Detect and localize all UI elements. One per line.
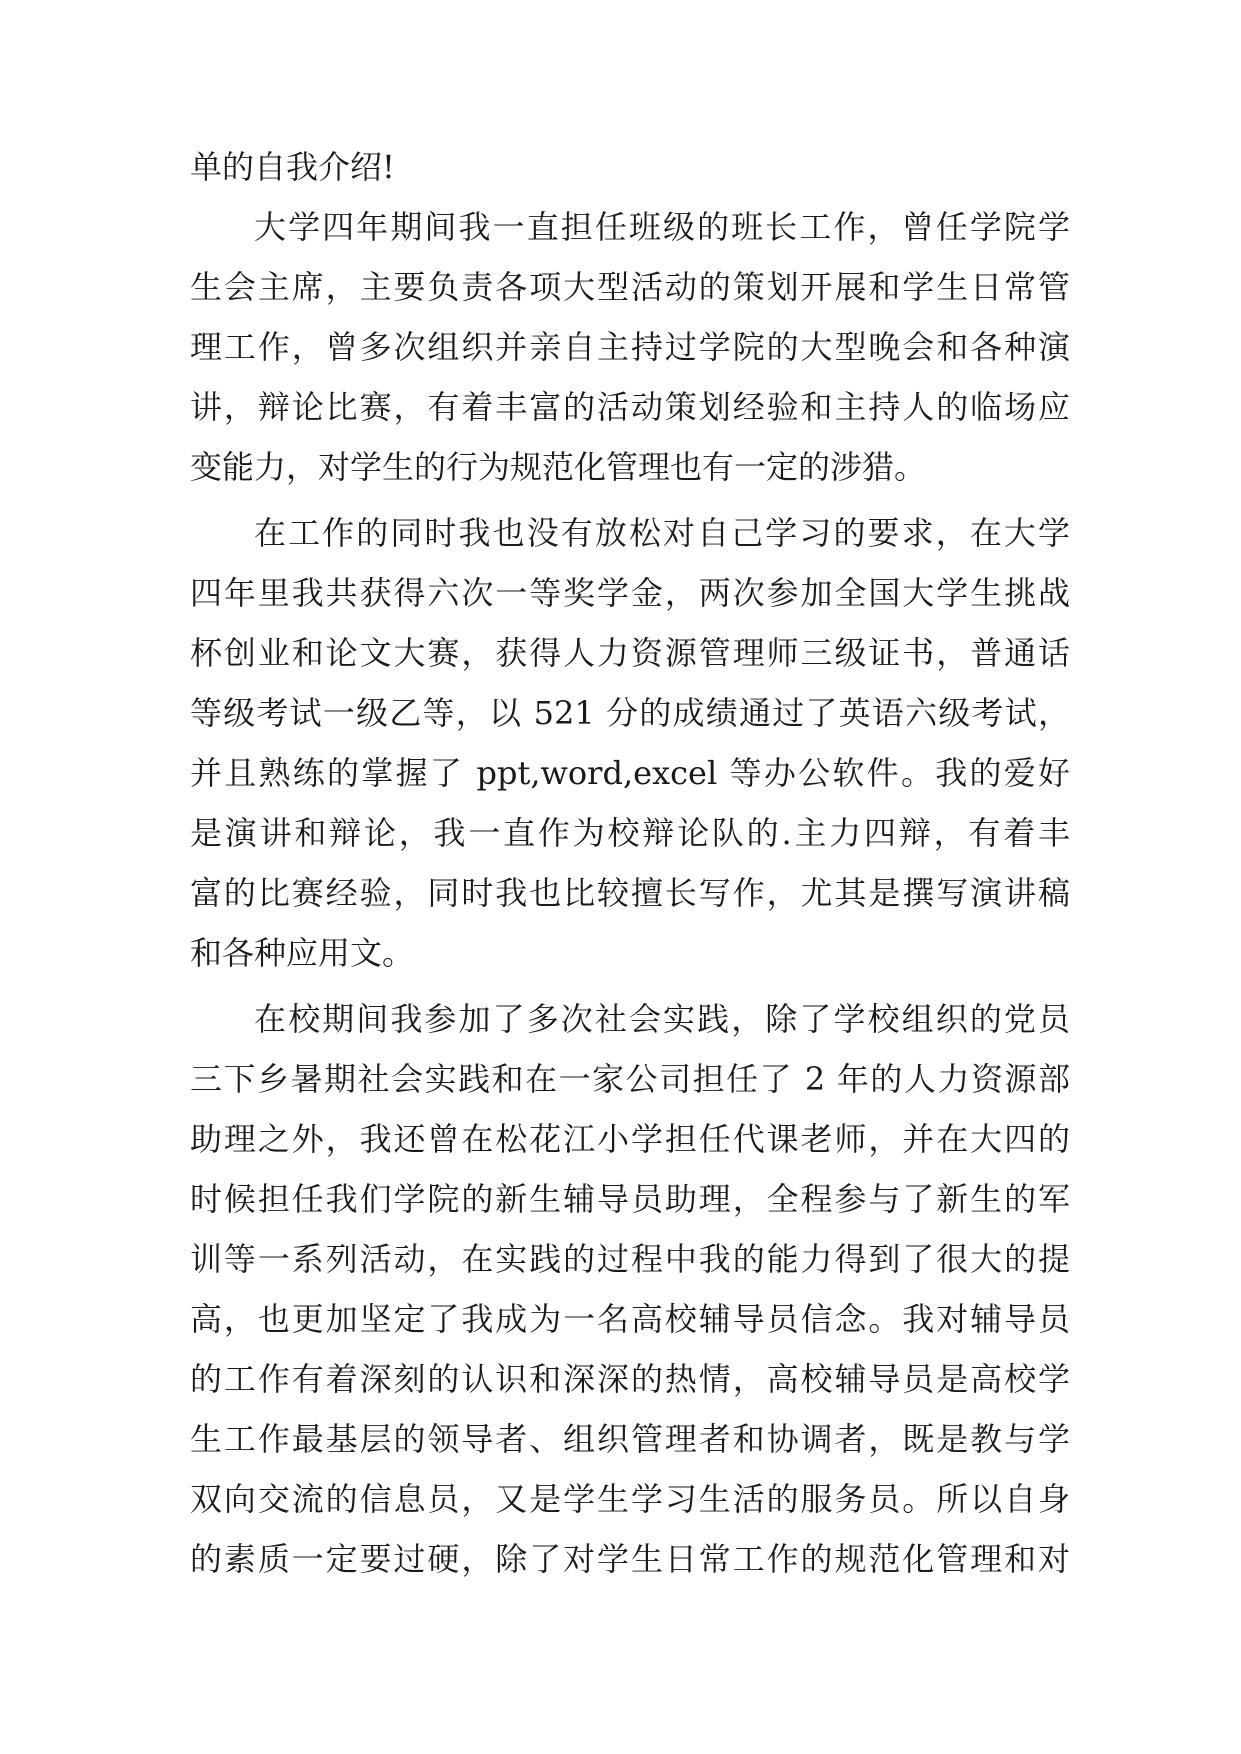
text-line: 生会主席，主要负责各项大型活动的策划开展和学生日常管 bbox=[190, 268, 1070, 306]
text-line: 双向交流的信息员，又是学生学习生活的服务员。所以自身 bbox=[190, 1480, 1070, 1518]
text-line: 在校期间我参加了多次社会实践，除了学校组织的党员 bbox=[254, 1000, 1070, 1038]
text-line: 变能力，对学生的行为规范化管理也有一定的涉猎。 bbox=[190, 448, 927, 486]
text-line: 三下乡暑期社会实践和在一家公司担任了 2 年的人力资源部 bbox=[190, 1060, 1070, 1098]
text-line: 时候担任我们学院的新生辅导员助理，全程参与了新生的军 bbox=[190, 1180, 1070, 1218]
text-line: 训等一系列活动，在实践的过程中我的能力得到了很大的提 bbox=[190, 1240, 1070, 1278]
text-line: 是演讲和辩论，我一直作为校辩论队的.主力四辩，有着丰 bbox=[190, 814, 1070, 852]
text-line: 杯创业和论文大赛，获得人力资源管理师三级证书，普通话 bbox=[190, 634, 1070, 672]
text-line: 富的比赛经验，同时我也比较擅长写作，尤其是撰写演讲稿 bbox=[190, 874, 1070, 912]
text-line: 和各种应用文。 bbox=[190, 934, 415, 972]
text-line: 助理之外，我还曾在松花江小学担任代课老师，并在大四的 bbox=[190, 1120, 1070, 1158]
text-line: 理工作，曾多次组织并亲自主持过学院的大型晚会和各种演 bbox=[190, 328, 1070, 366]
text-line: 单的自我介绍! bbox=[190, 148, 395, 186]
text-line: 等级考试一级乙等，以 521 分的成绩通过了英语六级考试， bbox=[190, 694, 1070, 732]
text-line: 四年里我共获得六次一等奖学金，两次参加全国大学生挑战 bbox=[190, 574, 1070, 612]
text-line: 的工作有着深刻的认识和深深的热情，高校辅导员是高校学 bbox=[190, 1360, 1070, 1398]
text-line: 的素质一定要过硬，除了对学生日常工作的规范化管理和对 bbox=[190, 1540, 1070, 1578]
text-line: 生工作最基层的领导者、组织管理者和协调者，既是教与学 bbox=[190, 1420, 1070, 1458]
text-line: 在工作的同时我也没有放松对自己学习的要求，在大学 bbox=[254, 514, 1070, 552]
text-line: 高，也更加坚定了我成为一名高校辅导员信念。我对辅导员 bbox=[190, 1300, 1070, 1338]
text-line: 大学四年期间我一直担任班级的班长工作，曾任学院学 bbox=[254, 208, 1070, 246]
text-line: 并且熟练的掌握了 ppt,word,excel 等办公软件。我的爱好 bbox=[190, 754, 1070, 792]
text-line: 讲，辩论比赛，有着丰富的活动策划经验和主持人的临场应 bbox=[190, 388, 1070, 426]
